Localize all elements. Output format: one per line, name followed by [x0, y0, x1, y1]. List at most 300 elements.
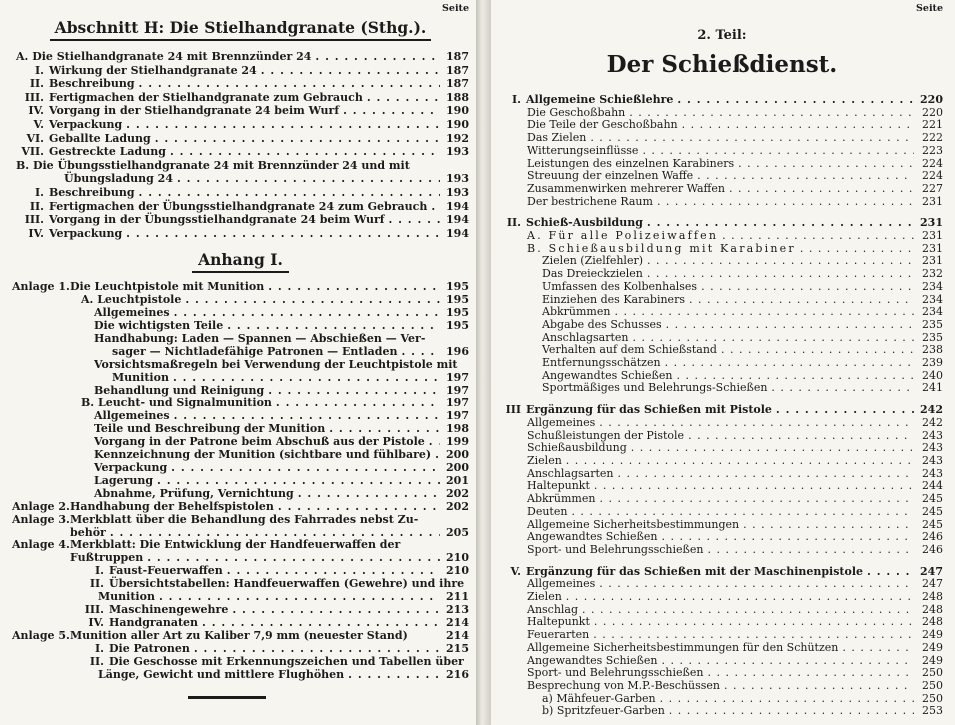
toc-entry-text: Sport- und Belehrungsschießen — [527, 666, 704, 680]
dot-leader — [388, 213, 440, 227]
toc-entry-text: Entfernungsschätzen — [542, 356, 661, 370]
toc-page-number: 248 — [922, 615, 943, 629]
dot-leader — [701, 281, 914, 294]
toc-row — [12, 50, 469, 64]
toc-row — [501, 578, 943, 591]
toc-entry-text: Haltepunkt — [527, 479, 590, 493]
dot-leader — [171, 462, 440, 475]
toc-numeral: VII. — [21, 145, 44, 159]
dot-leader — [157, 475, 440, 488]
toc-entry-text: Die Teile der Geschoßbahn — [527, 118, 678, 132]
toc-entry-text: Angewandtes Schießen — [527, 653, 658, 667]
dot-leader — [599, 417, 914, 430]
toc-row — [12, 333, 469, 346]
toc-row — [501, 281, 943, 294]
dot-leader — [594, 480, 914, 493]
dot-leader — [677, 94, 914, 107]
toc-entry-text: Allgemeine Sicherheitsbestimmungen für den Schützen — [527, 640, 839, 654]
toc-entry-text: Vorgang in der Patrone beim Abschuß aus der Pistole — [94, 435, 425, 449]
toc-entry-text: Handgranaten — [109, 615, 199, 629]
toc-page-number: 216 — [446, 667, 469, 681]
toc-entry-text: Vorgang in der Übungsstielhandgranate 24 beim Wurf — [49, 213, 385, 227]
toc-page-number: 231 — [922, 194, 943, 208]
toc-numeral: II. — [89, 654, 104, 668]
anlage-label: Anlage 5. — [12, 628, 70, 642]
toc-row — [501, 404, 943, 417]
dot-leader — [177, 172, 440, 186]
schiessdienst-toc — [501, 94, 943, 718]
dot-leader — [139, 77, 440, 91]
dot-leader — [343, 104, 440, 118]
toc-page-number: 224 — [922, 169, 943, 183]
toc-page-number: 195 — [446, 319, 469, 333]
toc-row — [12, 77, 469, 91]
toc-entry-text: B. Leucht- und Signalmunition — [81, 396, 272, 410]
toc-entry-text: Die Patronen — [109, 641, 190, 655]
toc-page-number: 195 — [446, 306, 469, 320]
toc-page-number: 187 — [446, 77, 469, 91]
toc-page-number: 250 — [922, 678, 943, 692]
dot-leader — [669, 705, 914, 718]
toc-row — [501, 145, 943, 158]
dot-leader — [435, 449, 440, 462]
toc-page-number: 190 — [446, 117, 469, 131]
dot-leader — [593, 629, 914, 642]
toc-row — [501, 506, 943, 519]
toc-page-number: 210 — [446, 551, 469, 565]
toc-entry-text: Behandlung und Reinigung — [94, 383, 265, 397]
dot-leader — [599, 493, 914, 506]
toc-row — [12, 449, 469, 462]
toc-page-number: 187 — [446, 63, 469, 77]
toc-page-number: 187 — [446, 50, 469, 63]
toc-entry-text: a) Mähfeuer-Garben — [542, 691, 656, 705]
toc-page-number: 195 — [446, 293, 469, 307]
toc-row — [501, 196, 943, 209]
toc-entry-text: Beschreibung — [49, 77, 135, 91]
dot-leader — [431, 200, 440, 214]
toc-numeral: II. — [29, 199, 44, 213]
toc-page-number: 253 — [922, 704, 943, 718]
dot-leader — [276, 397, 440, 410]
dot-leader — [278, 501, 440, 514]
toc-page-number: 214 — [446, 615, 469, 629]
toc-page-number: 210 — [446, 564, 469, 578]
toc-numeral: III. — [24, 90, 44, 104]
toc-row — [501, 591, 943, 604]
toc-entry-text: b) Spritzfeuer-Garben — [542, 704, 665, 718]
toc-entry-text: Fertigmachen der Stielhandgranate zum Gebrauch — [49, 90, 363, 104]
toc-page-number: 239 — [922, 356, 943, 370]
page-column-label-right: Seite — [916, 3, 943, 14]
toc-entry-text: Gestreckte Ladung — [49, 145, 166, 159]
toc-entry-text: Abnahme, Prüfung, Vernichtung — [94, 486, 294, 500]
toc-entry-text: Allgemeine Sicherheitsbestimmungen — [527, 517, 740, 531]
toc-numeral: III. — [84, 602, 104, 616]
toc-row — [501, 319, 943, 332]
toc-row — [12, 346, 469, 359]
toc-entry-text: Die Geschosse mit Erkennungszeichen und Tabellen über — [109, 654, 464, 668]
toc-entry-text: Feuerarten — [527, 628, 590, 642]
toc-page-number: 246 — [922, 542, 943, 556]
dot-leader — [689, 294, 914, 307]
toc-entry-text: Anschlag — [527, 602, 579, 616]
right-page — [491, 0, 955, 725]
anlage-label: Anlage 3. — [12, 512, 70, 526]
toc-entry-text: Leistungen des einzelnen Karabiners — [527, 156, 735, 170]
toc-page-number: 194 — [446, 199, 469, 213]
toc-page-number: 194 — [446, 226, 469, 240]
toc-page-number: 193 — [446, 185, 469, 199]
part-title: Der Schießdienst. — [606, 51, 838, 78]
toc-numeral: I. — [35, 185, 44, 199]
toc-entry-text: Vorsichtsmaßregeln bei Verwendung der Leuchtpistole mit — [94, 357, 458, 371]
toc-entry-text: Fertigmachen der Übungsstielhandgranate 24 zum Gebrauch — [49, 199, 428, 213]
toc-page-number: 196 — [446, 344, 469, 358]
toc-entry-text: sager — Nichtladefähige Patronen — Entladen — [112, 344, 398, 358]
toc-row — [501, 357, 943, 370]
dot-leader — [268, 281, 440, 294]
toc-row — [12, 172, 469, 186]
toc-row — [12, 91, 469, 105]
dot-leader — [155, 132, 440, 146]
toc-entry-text: Teile und Beschreibung der Munition — [94, 422, 326, 436]
toc-row — [12, 307, 469, 320]
toc-page-number: 247 — [922, 577, 943, 591]
toc-row — [12, 227, 469, 241]
dot-leader — [571, 506, 914, 519]
toc-row — [501, 629, 943, 642]
toc-page-number: 250 — [922, 691, 943, 705]
dot-leader — [590, 132, 914, 145]
dot-leader — [721, 344, 914, 357]
dot-leader — [261, 64, 440, 78]
toc-row — [501, 680, 943, 693]
toc-page-number: 243 — [922, 453, 943, 467]
toc-row — [501, 442, 943, 455]
toc-entry-text: Zielen (Zielfehler) — [542, 254, 644, 268]
toc-page-number: 197 — [446, 383, 469, 397]
toc-entry-text: Allgemeines — [94, 409, 170, 423]
toc-entry-text: behör — [70, 525, 106, 539]
toc-row — [12, 132, 469, 146]
toc-page-number: 248 — [922, 602, 943, 616]
toc-page-number: 224 — [922, 156, 943, 170]
toc-page-number: 234 — [922, 292, 943, 306]
toc-page-number: 231 — [922, 241, 943, 255]
dot-leader — [657, 196, 914, 209]
toc-row — [12, 501, 469, 514]
toc-entry-text: Munition aller Art zu Kaliber 7,9 mm (neuester Stand) — [70, 628, 408, 642]
toc-page-number: 202 — [446, 499, 469, 513]
toc-page-number: 242 — [922, 415, 943, 429]
toc-page-number: 241 — [922, 381, 943, 395]
toc-row — [12, 320, 469, 333]
toc-entry-text: B. Schießausbildung mit Karabiner — [527, 241, 796, 255]
toc-page-number: 231 — [920, 216, 943, 230]
toc-page-number: 205 — [446, 525, 469, 539]
toc-entry-text: Verpackung — [94, 461, 168, 474]
toc-entry-text: Witterungseinflüsse — [527, 143, 639, 157]
toc-row — [12, 669, 469, 682]
toc-row — [12, 578, 469, 591]
toc-entry-text: Ergänzung für das Schießen mit der Maschinenpistole — [526, 564, 864, 578]
toc-entry-text: Ergänzung für das Schießen mit Pistole — [526, 403, 772, 417]
anlage-label: Anlage 2. — [12, 499, 70, 513]
toc-entry-text: Einziehen des Karabiners — [542, 292, 685, 306]
toc-page-number: 238 — [922, 343, 943, 357]
toc-entry-text: Maschinengewehre — [109, 602, 229, 616]
toc-section — [501, 94, 943, 208]
toc-page-number: 242 — [920, 403, 943, 417]
toc-entry-text: Zusammenwirken mehrerer Waffen — [527, 181, 725, 195]
toc-row — [501, 183, 943, 196]
toc-row — [501, 642, 943, 655]
dot-leader — [707, 667, 914, 680]
dot-leader — [842, 642, 914, 655]
toc-row — [12, 475, 469, 488]
toc-row — [12, 159, 469, 173]
toc-row — [12, 145, 469, 159]
toc-page-number: 214 — [446, 628, 469, 642]
toc-entry-text: Kennzeichnung der Munition (sichtbare und fühlbare) — [94, 448, 432, 462]
dot-leader — [867, 566, 914, 579]
left-page — [0, 0, 477, 725]
toc-entry-text: Zielen — [527, 453, 562, 467]
dot-leader — [688, 430, 914, 443]
toc-entry-text: Abkrümmen — [527, 492, 596, 506]
dot-leader — [743, 519, 914, 532]
toc-row — [12, 118, 469, 132]
toc-row — [12, 359, 469, 372]
dot-leader — [642, 145, 914, 158]
toc-entry-text: Geballte Ladung — [49, 131, 151, 145]
toc-entry-text: Umfassen des Kolbenhalses — [542, 279, 698, 293]
dot-leader — [185, 294, 440, 307]
part-label: 2. Teil: — [697, 28, 747, 43]
dot-leader — [729, 183, 914, 196]
toc-page-number: 198 — [446, 422, 469, 436]
toc-page-number: 245 — [922, 517, 943, 531]
toc-page-number: 190 — [446, 104, 469, 118]
toc-entry-text: Sport- und Belehrungsschießen — [527, 542, 704, 556]
toc-entry-text: Haltepunkt — [527, 615, 590, 629]
toc-page-number: 222 — [922, 131, 943, 145]
toc-row — [12, 64, 469, 78]
toc-row — [12, 604, 469, 617]
toc-entry-text: A. Für alle Polizeiwaffen — [527, 229, 719, 243]
toc-entry-text: Die Leuchtpistole mit Munition — [70, 280, 265, 294]
toc-page-number: 211 — [446, 590, 469, 604]
toc-entry-text: Schieß-Ausbildung — [526, 216, 643, 230]
toc-entry-text: Faust-Feuerwaffen — [109, 564, 223, 578]
toc-entry-text: Anschlagsarten — [542, 330, 629, 344]
toc-entry-text: Allgemeines — [527, 577, 596, 591]
toc-section — [501, 404, 943, 556]
toc-row — [12, 186, 469, 200]
section-h-title: Abschnitt H: Die Stielhandgranate (Sthg.). — [50, 18, 432, 41]
toc-row — [12, 617, 469, 630]
toc-page-number: 194 — [446, 213, 469, 227]
toc-page-number: 243 — [922, 441, 943, 455]
toc-entry-text: Schießausbildung — [527, 441, 627, 455]
toc-page-number: 248 — [922, 590, 943, 604]
toc-entry-text: Verhalten auf dem Schießstand — [542, 343, 717, 357]
toc-numeral: I. — [95, 564, 104, 578]
toc-row — [501, 230, 943, 243]
toc-numeral: V. — [510, 564, 521, 578]
toc-numeral: III. — [24, 213, 44, 227]
toc-entry-text: Merkblatt über die Behandlung des Fahrrades nebst Zu- — [70, 512, 419, 526]
toc-row — [12, 488, 469, 501]
toc-entry-text: B. Die Übungsstielhandgranate 24 mit Brennzünder 24 und mit — [16, 158, 410, 172]
toc-entry-text: Übungsladung 24 — [64, 172, 173, 186]
dot-leader — [631, 442, 914, 455]
toc-row — [501, 132, 943, 145]
dot-leader — [800, 243, 914, 256]
dot-leader — [367, 91, 440, 105]
toc-page-number: 201 — [446, 473, 469, 487]
toc-entry-text: Verpackung — [49, 226, 123, 240]
dot-leader — [126, 227, 440, 241]
toc-row — [501, 544, 943, 557]
toc-numeral: IV. — [28, 226, 44, 240]
toc-entry-text: Verpackung — [49, 117, 123, 131]
toc-entry-text: Allgemeines — [527, 415, 596, 429]
toc-page-number: 200 — [446, 448, 469, 462]
toc-entry-text: Schußleistungen der Pistole — [527, 428, 685, 442]
end-rule — [188, 696, 266, 699]
toc-row — [501, 417, 943, 430]
toc-entry-text: Deuten — [527, 504, 568, 518]
toc-page-number: 249 — [922, 640, 943, 654]
toc-entry-text: A. Leuchtpistole — [81, 293, 182, 307]
toc-row — [12, 104, 469, 118]
toc-page-number: 192 — [446, 131, 469, 145]
toc-row — [12, 294, 469, 307]
toc-page-number: 240 — [922, 368, 943, 382]
toc-page-number: 227 — [922, 181, 943, 195]
page-column-label-left: Seite — [442, 3, 469, 14]
toc-page-number: 247 — [920, 564, 943, 578]
dot-leader — [594, 616, 914, 629]
toc-entry-text: Übersichtstabellen: Handfeuerwaffen (Gewehre) und ihre — [109, 577, 465, 591]
toc-page-number: 195 — [446, 280, 469, 294]
toc-page-number: 200 — [446, 461, 469, 474]
toc-page-number: 202 — [446, 486, 469, 500]
toc-page-number: 197 — [446, 396, 469, 410]
toc-entry-text: Merkblatt: Die Entwicklung der Handfeuerwaffen der — [70, 538, 401, 552]
anhang-title: Anhang I. — [192, 250, 289, 273]
book-gutter — [476, 0, 491, 725]
toc-page-number: 232 — [922, 267, 943, 281]
dot-leader — [665, 357, 914, 370]
toc-numeral: II. — [29, 77, 44, 91]
toc-entry-text: Allgemeine Schießlehre — [526, 93, 674, 106]
toc-row — [501, 94, 943, 107]
dot-leader — [194, 643, 440, 656]
dot-leader — [738, 158, 914, 171]
toc-entry-text: Fußtruppen — [70, 551, 144, 565]
dot-leader — [666, 319, 914, 332]
toc-row — [12, 656, 469, 669]
toc-numeral: II. — [89, 577, 104, 591]
toc-entry-text: Abkrümmen — [542, 305, 611, 319]
toc-entry-text: Abgabe des Schusses — [542, 317, 662, 331]
toc-entry-text: Munition — [112, 370, 169, 384]
dot-leader — [618, 468, 914, 481]
dot-leader — [566, 591, 914, 604]
toc-numeral: V. — [33, 117, 44, 131]
toc-page-number: 245 — [922, 492, 943, 506]
toc-entry-text: Vorgang in der Stielhandgranate 24 beim Wurf — [49, 104, 340, 118]
dot-leader — [298, 488, 440, 501]
dot-leader — [126, 118, 440, 132]
toc-entry-text: Munition — [98, 590, 155, 604]
toc-entry-text: Angewandtes Schießen — [542, 368, 673, 382]
dot-leader — [202, 617, 440, 630]
toc-page-number: 197 — [446, 409, 469, 423]
toc-row — [501, 705, 943, 718]
toc-entry-text: Wirkung der Stielhandgranate 24 — [49, 63, 257, 77]
toc-page-number: 245 — [922, 504, 943, 518]
dot-leader — [682, 119, 914, 132]
toc-entry-text: Sportmäßiges und Belehrungs-Schießen — [542, 381, 768, 395]
dot-leader — [139, 186, 440, 200]
toc-row — [12, 372, 469, 385]
toc-section — [501, 566, 943, 718]
dot-leader — [697, 170, 914, 183]
toc-page-number: 250 — [922, 666, 943, 680]
toc-page-number: 193 — [446, 145, 469, 159]
toc-page-number: 234 — [922, 305, 943, 319]
toc-section — [501, 217, 943, 395]
toc-page-number: 243 — [922, 466, 943, 480]
dot-leader — [722, 230, 914, 243]
toc-page-number: 249 — [922, 653, 943, 667]
toc-entry-text: Besprechung von M.P.-Beschüssen — [527, 678, 721, 692]
toc-entry-text: Beschreibung — [49, 185, 135, 199]
dot-leader — [647, 255, 914, 268]
toc-entry-text: Allgemeines — [94, 306, 170, 320]
toc-entry-text: Die wichtigsten Teile — [94, 319, 224, 333]
toc-entry-text: Handhabung: Laden — Spannen — Abschießen — Ver- — [94, 331, 426, 345]
toc-entry-text: Der bestrichene Raum — [527, 194, 653, 208]
toc-page-number: 197 — [446, 370, 469, 384]
toc-page-number: 231 — [922, 229, 943, 243]
anhang-toc — [12, 281, 469, 681]
dot-leader — [173, 372, 440, 385]
toc-page-number: 223 — [922, 143, 943, 157]
toc-numeral: IV. — [28, 104, 44, 118]
toc-entry-text: Die Geschoßbahn — [527, 105, 626, 119]
toc-numeral: II. — [506, 216, 521, 230]
toc-page-number: 215 — [446, 641, 469, 655]
dot-leader — [647, 268, 914, 281]
toc-numeral: VI. — [26, 131, 44, 145]
toc-page-number: 231 — [922, 254, 943, 268]
anlage-label: Anlage 1. — [12, 280, 70, 294]
toc-row — [12, 514, 469, 527]
dot-leader — [315, 50, 440, 64]
toc-entry-text: A. Die Stielhandgranate 24 mit Brennzünder 24 — [16, 50, 312, 63]
anlage-label: Anlage 4. — [12, 538, 70, 552]
toc-row — [12, 200, 469, 214]
toc-row — [12, 643, 469, 656]
toc-row — [501, 382, 943, 395]
dot-leader — [170, 145, 440, 159]
dot-leader — [662, 531, 914, 544]
